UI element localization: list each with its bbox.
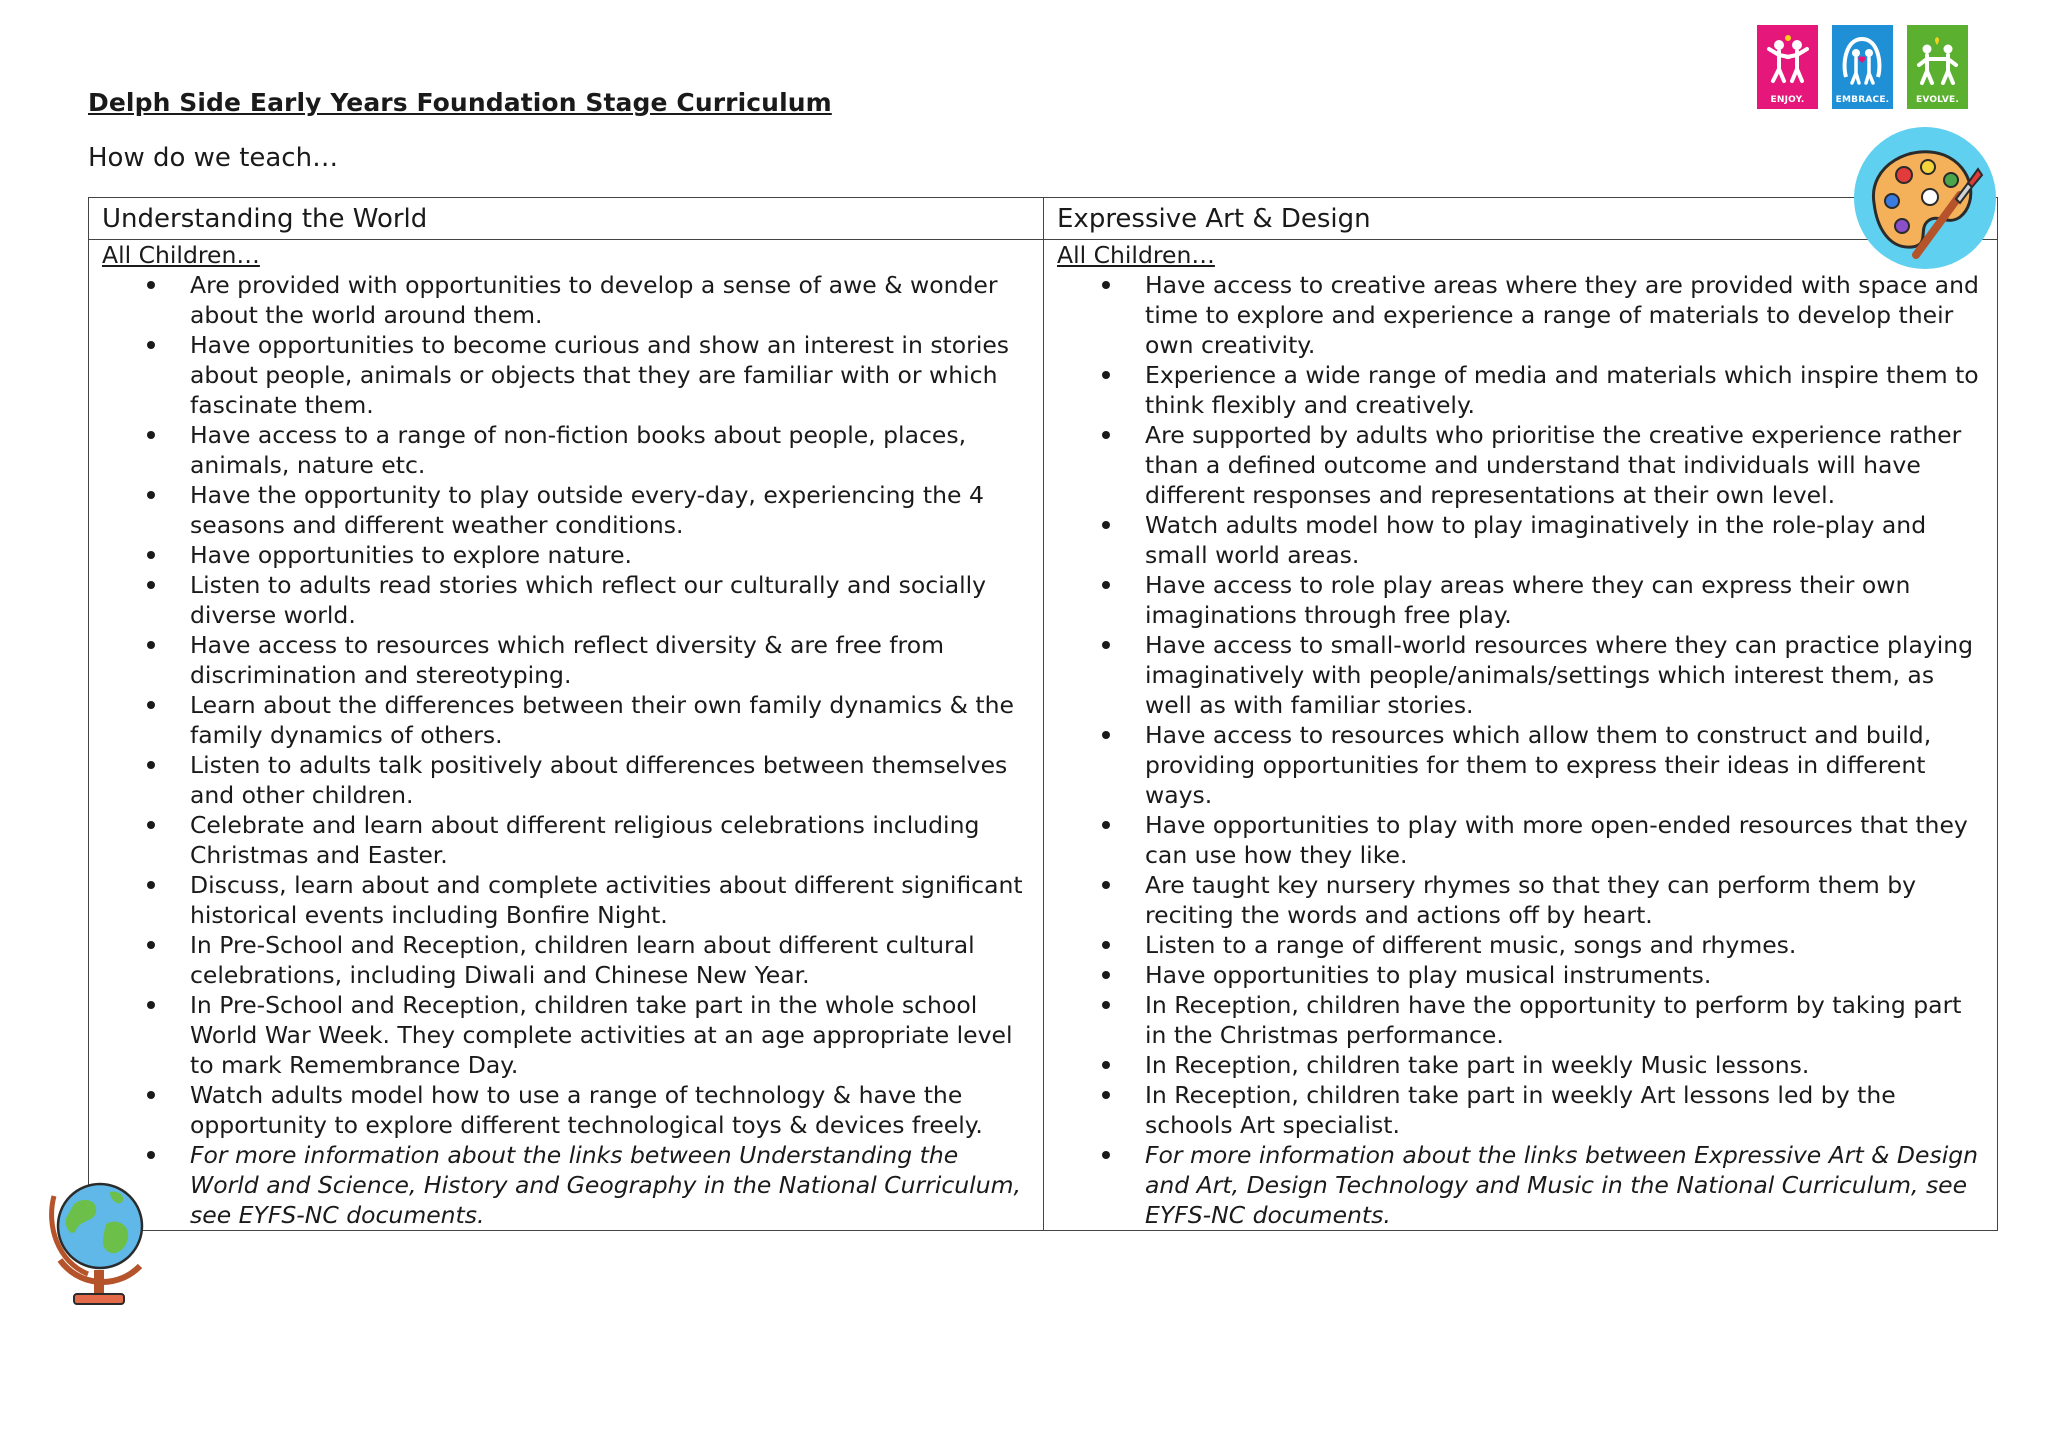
curriculum-table: [88, 197, 1998, 1231]
list-item: Have opportunities to become curious and show an interest in stories about people, animals or objects that they are familiar with or which fascinate them.: [102, 330, 1031, 420]
page-title: Delph Side Early Years Foundation Stage Curriculum: [88, 88, 832, 117]
list-item: Are supported by adults who prioritise the creative experience rather than a defined outcome and understand that individuals will have different responses and representations at their own level.: [1057, 420, 1985, 510]
children-enjoy-icon: [1757, 33, 1818, 93]
list-item: In Pre-School and Reception, children learn about different cultural celebrations, including Diwali and Chinese New Year.: [102, 930, 1031, 990]
list-item: Have access to small-world resources where they can practice playing imaginatively with people/animals/settings which interest them, as well as with familiar stories.: [1057, 630, 1985, 720]
list-item: Have the opportunity to play outside every-day, experiencing the 4 seasons and different weather conditions.: [102, 480, 1031, 540]
list-item: Are provided with opportunities to develop a sense of awe & wonder about the world around them.: [102, 270, 1031, 330]
list-item: Have opportunities to play with more open-ended resources that they can use how they like.: [1057, 810, 1985, 870]
column-heading-expressive-art: Expressive Art & Design: [1044, 198, 1997, 240]
list-item: In Reception, children have the opportunity to perform by taking part in the Christmas performance.: [1057, 990, 1985, 1050]
list-item: In Reception, children take part in weekly Art lessons led by the schools Art specialist.: [1057, 1080, 1985, 1140]
logo-embrace: [1832, 25, 1893, 109]
list-item: For more information about the links between Understanding the World and Science, History and Geography in the National Curriculum, see EYFS-NC documents.: [102, 1140, 1031, 1230]
page-subtitle: How do we teach…: [88, 143, 339, 173]
list-item: Have access to role play areas where they can express their own imaginations through free play.: [1057, 570, 1985, 630]
list-item: Celebrate and learn about different religious celebrations including Christmas and Easter.: [102, 810, 1031, 870]
all-children-label: All Children…: [1057, 241, 1215, 269]
list-item: Watch adults model how to use a range of technology & have the opportunity to explore different technological toys & devices freely.: [102, 1080, 1031, 1140]
list-item: Listen to adults read stories which reflect our culturally and socially diverse world.: [102, 570, 1031, 630]
list-item: Listen to adults talk positively about differences between themselves and other children.: [102, 750, 1031, 810]
bullet-list: [1057, 270, 1985, 1230]
bullet-list: [102, 270, 1031, 1230]
globe-icon: [44, 1170, 154, 1315]
list-item: Have access to a range of non-fiction books about people, places, animals, nature etc.: [102, 420, 1031, 480]
all-children-label: All Children…: [102, 241, 260, 269]
list-item: Have opportunities to explore nature.: [102, 540, 1031, 570]
list-item: In Reception, children take part in weekly Music lessons.: [1057, 1050, 1985, 1080]
list-item: Have access to resources which allow them to construct and build, providing opportunities for them to express their ideas in different ways.: [1057, 720, 1985, 810]
list-item: Have access to resources which reflect diversity & are free from discrimination and stereotyping.: [102, 630, 1031, 690]
column-body-expressive-art: [1044, 240, 1997, 1230]
children-embrace-icon: [1832, 33, 1893, 93]
art-palette-icon: [1852, 125, 1998, 271]
list-item: Have access to creative areas where they are provided with space and time to explore and experience a range of materials to develop their own creativity.: [1057, 270, 1985, 360]
list-item: For more information about the links between Expressive Art & Design and Art, Design Technology and Music in the National Curriculum, see EYFS-NC documents.: [1057, 1140, 1985, 1230]
children-evolve-icon: [1907, 33, 1968, 93]
list-item: Learn about the differences between their own family dynamics & the family dynamics of others.: [102, 690, 1031, 750]
logo-caption: EMBRACE.: [1835, 95, 1890, 105]
list-item: Discuss, learn about and complete activities about different significant historical events including Bonfire Night.: [102, 870, 1031, 930]
logo-enjoy: [1757, 25, 1818, 109]
list-item: Listen to a range of different music, songs and rhymes.: [1057, 930, 1985, 960]
logo-evolve: [1907, 25, 1968, 109]
column-body-understanding-world: [89, 240, 1044, 1230]
list-item: In Pre-School and Reception, children take part in the whole school World War Week. They complete activities at an age appropriate level to mark Remembrance Day.: [102, 990, 1031, 1080]
list-item: Experience a wide range of media and materials which inspire them to think flexibly and creatively.: [1057, 360, 1985, 420]
list-item: Are taught key nursery rhymes so that they can perform them by reciting the words and actions off by heart.: [1057, 870, 1985, 930]
column-heading-understanding-world: Understanding the World: [89, 198, 1044, 240]
logo-caption: EVOLVE.: [1915, 95, 1960, 105]
logo-caption: ENJOY.: [1770, 95, 1805, 105]
list-item: Watch adults model how to play imaginatively in the role-play and small world areas.: [1057, 510, 1985, 570]
list-item: Have opportunities to play musical instruments.: [1057, 960, 1985, 990]
school-logos: [1757, 25, 1968, 109]
